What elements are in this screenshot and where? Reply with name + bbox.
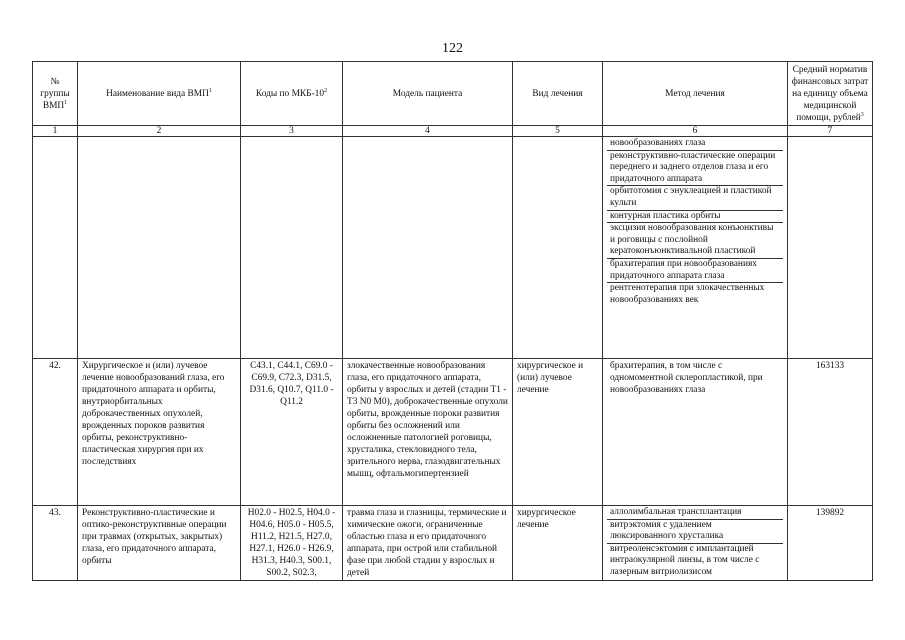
header-treatment-type: Вид лечения [513, 62, 603, 126]
page-number: 122 [442, 41, 463, 56]
icd-codes: С43.1, С44.1, С69.0 - С69.9, С72.3, D31.5, D31.6, Q10.7, Q11.0 - Q11.2 [241, 359, 343, 506]
column-number: 7 [788, 126, 873, 137]
method-item: витрэктомия с удалением люксированного хрусталика [607, 520, 783, 544]
method-item: реконструктивно-пластические операции переднего и заднего отделов глаза и его придаточного аппарата [607, 151, 783, 187]
header-vmp-name: Наименование вида ВМП$^1$ [78, 62, 241, 126]
header-row [33, 62, 873, 126]
header-group-number: № группы ВМП$^1$ [33, 62, 78, 126]
treatment-methods [603, 506, 788, 581]
column-number: 6 [603, 126, 788, 137]
column-number: 4 [343, 126, 513, 137]
header-patient-model: Модель пациента [343, 62, 513, 126]
method-item: брахитерапия при новообразованиях придаточного аппарата глаза [607, 259, 783, 283]
method-item: контурная пластика орбиты [607, 211, 783, 224]
icd-codes: Н02.0 - Н02.5, Н04.0 - Н04.6, Н05.0 - Н05.5, Н11.2, Н21.5, Н27.0, Н27.1, Н26.0 - Н26.9, Н31.3, Н40.3, S00.1, S00.2, S02.3, [241, 506, 343, 581]
treatment-type: хирургическое и (или) лучевое лечение [513, 359, 603, 506]
group-number: 43. [33, 506, 78, 581]
method-item: рентгенотерапия при злокачественных новообразованиях век [610, 283, 765, 305]
continuation-methods [603, 137, 788, 359]
vmp-table [32, 61, 873, 581]
treatment-type: хирургическое лечение [513, 506, 603, 581]
patient-model: злокачественные новообразования глаза, его придаточного аппарата, орбиты у взрослых и детей (стадии Т1 - Т3 N0 M0), доброкачественные опухоли орбиты, врожденные пороки развития орбиты без осложнений или осложненные патологией роговицы, хрусталика, стекловидного тела, зрительного нерва, глазодвигательных мышц, офтальмогипертензией [343, 359, 513, 506]
patient-model: травма глаза и глазницы, термические и химические ожоги, ограниченные областью глаза и его придаточного аппарата, при острой или стабильной фазе при любой стадии у взрослых и детей [343, 506, 513, 581]
treatment-methods [603, 359, 788, 506]
method-item: новообразованиях глаза [607, 138, 783, 151]
table-row [33, 506, 873, 581]
continuation-row [33, 137, 873, 359]
table-row [33, 359, 873, 506]
header-cost-standard: Средний норматив финансовых затрат на единицу объема медицинской помощи, рублей$^3$ [788, 62, 873, 126]
column-number: 1 [33, 126, 78, 137]
column-number: 2 [78, 126, 241, 137]
header-icd-codes: Коды по МКБ-$10^2$ [241, 62, 343, 126]
method-item: аллолимбальная трансплантация [607, 507, 783, 520]
method-item: эксцизия новообразования конъюнктивы и роговицы с послойной кератоконъюнктивальной пластикой [607, 223, 783, 259]
method-item: орбитотомия с энуклеацией и пластикой культи [607, 186, 783, 210]
method-item: витреоленсэктомия с имплантацией интраокулярной линзы, в том числе с лазерным витриолизисом [610, 543, 760, 577]
column-number: 3 [241, 126, 343, 137]
method-item: брахитерапия, в том числе с одномоментной склеропластикой, при новообразованиях глаза [610, 361, 763, 395]
cost-value: 139892 [788, 506, 873, 581]
header-treatment-method: Метод лечения [603, 62, 788, 126]
cost-value: 163133 [788, 359, 873, 506]
vmp-name: Реконструктивно-пластические и оптико-реконструктивные операции при травмах (открытых, закрытых) глаза, его придаточного аппарата, орбиты [78, 506, 241, 581]
vmp-name: Хирургическое и (или) лучевое лечение новообразований глаза, его придаточного аппарата и орбиты, внутриорбитальных доброкачественных опухолей, врожденных пороков развития орбиты, реконструктивно-пластическая хирургия при их последствиях [78, 359, 241, 506]
column-number: 5 [513, 126, 603, 137]
group-number: 42. [33, 359, 78, 506]
column-number-row [33, 126, 873, 137]
